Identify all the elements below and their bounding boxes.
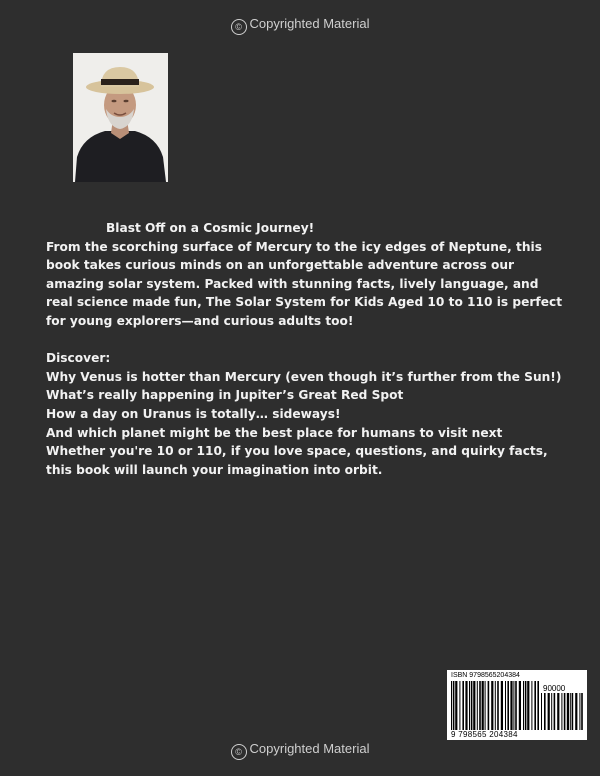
addon-barcode-bars <box>541 693 583 730</box>
barcode-bar <box>572 693 574 730</box>
blurb-intro: From the scorching surface of Mercury to the icy edges of Neptune, this book takes curious minds on an unforgettable adventure across our amazing solar system. Packed with stunning facts, lively language, and real science made fun, The Solar System for Kids Aged 10 to 110 is perfect for young explorers—and curious adults too! <box>46 239 563 328</box>
barcode-bar <box>451 681 452 730</box>
barcode-bar <box>570 693 571 730</box>
barcode-bars <box>451 681 539 730</box>
isbn-barcode <box>447 670 587 740</box>
discover-heading: Discover: <box>46 351 111 366</box>
barcode-bar <box>455 681 457 730</box>
barcode-bar <box>564 693 566 730</box>
barcode-bar <box>544 693 546 730</box>
isbn-digits: 9 798565 204384 <box>451 730 518 739</box>
barcode-bar <box>473 681 475 730</box>
barcode-bar <box>541 693 542 730</box>
back-cover-blurb <box>46 219 566 479</box>
barcode-bar <box>488 681 490 730</box>
barcode-bar <box>479 681 481 730</box>
barcode-bar <box>525 681 527 730</box>
copyright-watermark-top <box>0 16 600 35</box>
discover-item: Why Venus is hotter than Mercury (even though it’s further from the Sun!) <box>46 369 562 384</box>
barcode-bar <box>579 693 580 730</box>
barcode-bar <box>471 681 473 730</box>
discover-item: And which planet might be the best place for humans to visit next <box>46 425 503 440</box>
barcode-bar <box>453 681 455 730</box>
copyright-icon: © <box>231 744 247 760</box>
barcode-bar <box>497 681 499 730</box>
discover-item: What’s really happening in Jupiter’s Great Red Spot <box>46 388 404 403</box>
barcode-bar <box>462 681 464 730</box>
barcode-bar <box>485 681 486 730</box>
barcode-bar <box>501 681 503 730</box>
barcode-bar <box>527 681 529 730</box>
copyright-icon: © <box>231 19 247 35</box>
barcode-bar <box>551 693 552 730</box>
barcode-bar <box>507 681 509 730</box>
copyright-watermark-text: Copyrighted Material <box>249 741 370 756</box>
barcode-bar <box>561 693 562 730</box>
barcode-bar <box>482 681 484 730</box>
barcode-bar <box>548 693 550 730</box>
barcode-bar <box>505 681 506 730</box>
barcode-bar <box>537 681 539 730</box>
barcode-bar <box>510 681 512 730</box>
barcode-bar <box>515 681 517 730</box>
barcode-bar <box>531 681 532 730</box>
barcode-bar <box>523 681 524 730</box>
barcode-bar <box>581 693 583 730</box>
barcode-bar <box>495 681 496 730</box>
barcode-bar <box>513 681 514 730</box>
barcode-bar <box>567 693 569 730</box>
barcode-bar <box>557 693 559 730</box>
blurb-headline: Blast Off on a Cosmic Journey! <box>106 221 315 235</box>
barcode-bar <box>459 681 460 730</box>
price-code: 90000 <box>543 684 566 693</box>
barcode-bar <box>465 681 467 730</box>
barcode-bar <box>469 681 470 730</box>
barcode-bar <box>477 681 478 730</box>
isbn-label: ISBN 9798565204384 <box>451 672 520 679</box>
barcode-bar <box>519 681 521 730</box>
blurb-closing: Whether you're 10 or 110, if you love space, questions, and quirky facts, this book will launch your imagination into orbit. <box>46 444 548 477</box>
barcode-bar <box>491 681 493 730</box>
barcode-bar <box>575 693 577 730</box>
copyright-watermark-bottom <box>0 741 600 760</box>
discover-item: How a day on Uranus is totally… sideways! <box>46 406 341 421</box>
copyright-watermark-text: Copyrighted Material <box>249 16 370 31</box>
barcode-bar <box>554 693 556 730</box>
author-photo <box>73 53 168 182</box>
barcode-bar <box>534 681 536 730</box>
